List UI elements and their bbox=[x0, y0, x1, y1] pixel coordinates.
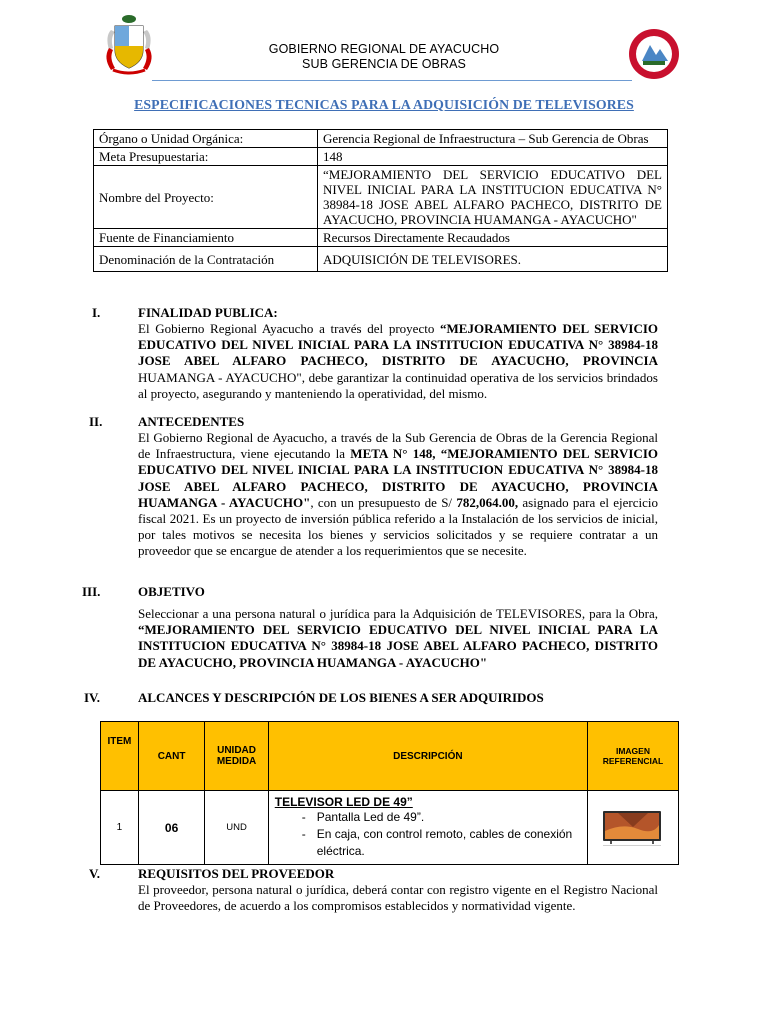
document-title: ESPECIFICACIONES TECNICAS PARA LA ADQUISICIÓN DE TELEVISORES bbox=[134, 97, 634, 112]
item-title: TELEVISOR LED DE 49” bbox=[274, 795, 413, 809]
section-number: III. bbox=[82, 584, 101, 599]
ayacucho-region-seal-icon bbox=[628, 27, 680, 81]
item-quantity: 06 bbox=[138, 791, 204, 865]
section-title: ALCANCES Y DESCRIPCIÓN DE LOS BIENES A SER ADQUIRIDOS bbox=[138, 690, 544, 705]
project-name-text: META N° 148, “MEJORAMIENTO DEL SERVICIO EDUCATIVO DEL NIVEL INICIAL PARA LA INSTITUCION EDUCATIVA N° 38984-18 JOSE ABEL ALFARO PACHECO, DISTRITO DE AYACUCHO, PROVINCIA HUAMANGA - AYACUCHO" bbox=[138, 446, 658, 510]
section-title: FINALIDAD PUBLICA: bbox=[138, 305, 278, 320]
info-label: Denominación de la Contratación bbox=[94, 247, 318, 272]
section-paragraph bbox=[138, 430, 658, 560]
item-unit: UND bbox=[205, 791, 268, 865]
section-title: REQUISITOS DEL PROVEEDOR bbox=[138, 866, 335, 881]
bullet-dash: - bbox=[301, 810, 306, 824]
table-row bbox=[94, 166, 668, 229]
section-paragraph: El proveedor, persona natural o jurídica, deberá contar con registro vigente en el Registro Nacional de Proveedores, de acuerdo a los compromisos establecidos y normatividad vigente. bbox=[138, 882, 658, 914]
header-divider bbox=[152, 80, 632, 81]
table-row bbox=[94, 229, 668, 247]
bullet-dash: - bbox=[301, 827, 306, 841]
project-name-text: “MEJORAMIENTO DEL SERVICIO EDUCATIVO DEL NIVEL INICIAL PARA LA INSTITUCION EDUCATIVA N° 38984-18 JOSE ABEL ALFARO PACHECO, DISTRITO DE AYACUCHO, PROVINCIA HUAMANGA - AYACUCHO" bbox=[138, 622, 658, 670]
table-row bbox=[94, 247, 668, 272]
bullet-text: Pantalla Led de 49”. bbox=[316, 810, 425, 824]
para-text: El Gobierno Regional de Ayacucho, a través de la Sub Gerencia de Obras de la Gerencia Regional de Infraestructura, viene ejecutando la bbox=[138, 430, 658, 462]
info-value: ADQUISICIÓN DE TELEVISORES. bbox=[318, 247, 668, 272]
list-item bbox=[275, 826, 581, 860]
list-item bbox=[275, 809, 581, 826]
section-paragraph bbox=[138, 321, 658, 402]
bullet-text: En caja, con control remoto, cables de conexión eléctrica. bbox=[316, 827, 573, 858]
info-label: Fuente de Financiamiento bbox=[94, 229, 318, 247]
info-label: Órgano o Unidad Orgánica: bbox=[94, 130, 318, 148]
project-info-table bbox=[93, 129, 668, 272]
item-number: 1 bbox=[101, 791, 139, 865]
led-tv-icon bbox=[598, 843, 668, 854]
section-number: II. bbox=[89, 414, 103, 429]
column-header-unidad: UNIDAD MEDIDA bbox=[205, 722, 268, 791]
info-value: Gerencia Regional de Infraestructura – Sub Gerencia de Obras bbox=[318, 130, 668, 148]
section-number: V. bbox=[89, 866, 100, 881]
table-header-row bbox=[101, 722, 679, 791]
para-text: asignado para el ejercicio fiscal 2021. Es un proyecto de inversión pública referido a la Instalación de los servicios de inicial, por tales motivos se necesita los bienes y servicios solicitados y se requiere contratar a un proveedor que se encargue de atender a los requerimientos que se necesite. bbox=[138, 494, 658, 559]
budget-amount: 782,064.00, bbox=[456, 494, 519, 510]
item-image-cell bbox=[587, 791, 678, 865]
items-table bbox=[100, 721, 679, 865]
section-number: IV. bbox=[84, 690, 101, 705]
item-description bbox=[268, 791, 587, 865]
info-value: 148 bbox=[318, 148, 668, 166]
para-text: , con un presupuesto de S/ bbox=[310, 494, 457, 510]
section-title: OBJETIVO bbox=[138, 584, 205, 599]
table-row bbox=[94, 148, 668, 166]
info-value: Recursos Directamente Recaudados bbox=[318, 229, 668, 247]
para-text: Seleccionar a una persona natural o jurídica para la Adquisición de TELEVISORES, para la Obra, bbox=[138, 606, 658, 621]
header-subtitle: SUB GERENCIA DE OBRAS bbox=[302, 57, 466, 71]
section-title: ANTECEDENTES bbox=[138, 414, 245, 429]
info-label: Nombre del Proyecto: bbox=[94, 166, 318, 229]
header-title: GOBIERNO REGIONAL DE AYACUCHO bbox=[268, 42, 500, 56]
column-header-imagen: IMAGEN REFERENCIAL bbox=[587, 722, 678, 791]
info-value: “MEJORAMIENTO DEL SERVICIO EDUCATIVO DEL NIVEL INICIAL PARA LA INSTITUCION EDUCATIVA N° 38984-18 JOSE ABEL ALFARO PACHECO, DISTRITO DE AYACUCHO, PROVINCIA HUAMANGA - AYACUCHO" bbox=[318, 166, 668, 229]
info-label: Meta Presupuestaria: bbox=[94, 148, 318, 166]
section-number: I. bbox=[92, 305, 101, 320]
column-header-cant: CANT bbox=[138, 722, 204, 791]
para-text: El Gobierno Regional Ayacucho a través del proyecto bbox=[138, 321, 441, 336]
project-name-text: “MEJORAMIENTO DEL SERVICIO EDUCATIVO DEL NIVEL INICIAL PARA LA INSTITUCION EDUCATIVA N° 38984-18 JOSE ABEL ALFARO PACHECO, DISTRITO DE AYACUCHO, PROVINCIA bbox=[138, 321, 658, 369]
section-paragraph bbox=[138, 606, 658, 671]
table-row bbox=[101, 791, 679, 865]
para-text: HUAMANGA - AYACUCHO", debe garantizar la continuidad operativa de los servicios brindados al proyecto, asegurando y manteniendo la operatividad, del mismo. bbox=[138, 369, 658, 401]
table-row bbox=[94, 130, 668, 148]
column-header-descripcion: DESCRIPCIÓN bbox=[268, 722, 587, 791]
column-header-item: ITEM bbox=[101, 722, 139, 791]
